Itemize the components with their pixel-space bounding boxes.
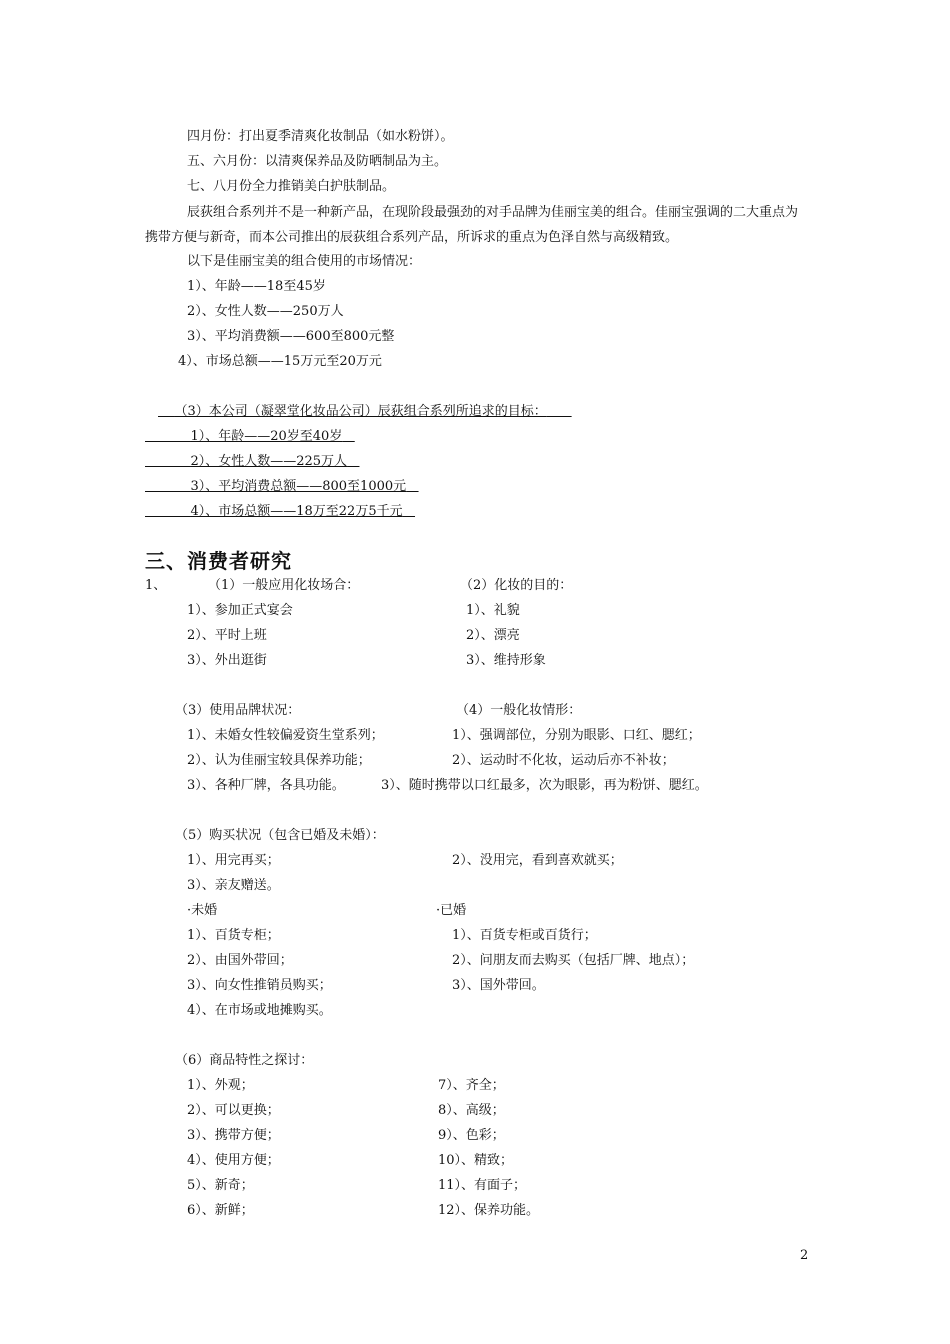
purchase-title: （5）购买状况（包含已婚及未婚）： bbox=[175, 828, 385, 843]
goal-title: （3）本公司（凝翠堂化妆品公司）辰荻组合系列所追求的目标： bbox=[174, 404, 547, 419]
unmarried-item: 4）、在市场或地摊购买。 bbox=[187, 1003, 332, 1018]
feature-item: 5）、新奇； bbox=[187, 1178, 254, 1193]
brand-item: 1）、未婚女性较偏爱资生堂系列； bbox=[187, 728, 384, 743]
feature-item: 12）、保养功能。 bbox=[438, 1203, 540, 1218]
feature-item: 11）、有面子； bbox=[438, 1178, 527, 1193]
text-line-may-june: 五、六月份：以清爽保养品及防晒制品为主。 bbox=[187, 154, 448, 169]
feature-item: 3）、携带方便； bbox=[187, 1128, 280, 1143]
feature-item: 9）、色彩； bbox=[438, 1128, 505, 1143]
page-number: 2 bbox=[800, 1248, 809, 1263]
purpose-item: 3）、维持形象 bbox=[466, 653, 546, 668]
feature-item: 6）、新鲜； bbox=[187, 1203, 254, 1218]
unmarried-label: ·未婚 bbox=[187, 903, 218, 918]
purpose-title: （2）化妆的目的： bbox=[460, 578, 573, 593]
occasion-item: 1）、参加正式宴会 bbox=[187, 603, 293, 618]
makeup-title: （4）一般化妆情形： bbox=[456, 703, 582, 718]
feature-item: 10）、精致； bbox=[438, 1153, 514, 1168]
unmarried-item: 1）、百货专柜； bbox=[187, 928, 280, 943]
market-item: 1）、年龄——18至45岁 bbox=[187, 279, 326, 294]
feature-item: 4）、使用方便； bbox=[187, 1153, 280, 1168]
competitor-paragraph: 辰荻组合系列并不是一种新产品，在现阶段最强劲的对手品牌为佳丽宝美的组合。佳丽宝强调的二大重点为携带方便与新奇，而本公司推出的辰荻组合系列产品，所诉求的重点为色泽自然与高级精致。 bbox=[145, 205, 799, 245]
purpose-item: 1）、礼貌 bbox=[466, 603, 520, 618]
goal-item: 2）、女性人数——225万人 bbox=[190, 454, 348, 469]
feature-item: 2）、可以更换； bbox=[187, 1103, 280, 1118]
feature-item: 8）、高级； bbox=[438, 1103, 505, 1118]
occasion-title: （1）一般应用化妆场合： bbox=[208, 578, 360, 593]
text-line-april: 四月份：打出夏季清爽化妆制品（如水粉饼）。 bbox=[187, 129, 454, 144]
purchase-item: 2）、没用完，看到喜欢就买； bbox=[452, 853, 623, 868]
married-item: 1）、百货专柜或百货行； bbox=[452, 928, 597, 943]
goal-item: 4）、市场总额——18万至22万5千元 bbox=[190, 504, 403, 519]
purchase-item: 1）、用完再买； bbox=[187, 853, 280, 868]
brand-item: 2）、认为佳丽宝较具保养功能； bbox=[187, 753, 371, 768]
text-line-july-aug: 七、八月份全力推销美白护肤制品。 bbox=[187, 179, 396, 194]
unmarried-item: 3）、向女性推销员购买； bbox=[187, 978, 332, 993]
market-intro: 以下是佳丽宝美的组合使用的市场情况： bbox=[187, 254, 422, 269]
makeup-item: 3）、随时携带以口红最多，次为眼影，再为粉饼、腮红。 bbox=[381, 778, 708, 793]
purpose-item: 2）、漂亮 bbox=[466, 628, 520, 643]
occasion-item: 2）、平时上班 bbox=[187, 628, 267, 643]
market-item: 3）、平均消费额——600至800元整 bbox=[187, 329, 395, 344]
occasion-item: 3）、外出逛街 bbox=[187, 653, 267, 668]
brand-title: （3）使用品牌状况： bbox=[175, 703, 301, 718]
section-heading: 三、消费者研究 bbox=[145, 549, 292, 573]
married-item: 2）、问朋友而去购买（包括厂牌、地点）； bbox=[452, 953, 695, 968]
feature-item: 1）、外观； bbox=[187, 1078, 254, 1093]
makeup-item: 2）、运动时不化妆，运动后亦不补妆； bbox=[452, 753, 675, 768]
brand-item: 3）、各种厂牌，各具功能。 bbox=[187, 778, 345, 793]
market-item: 2）、女性人数——250万人 bbox=[187, 304, 344, 319]
makeup-item: 1）、强调部位，分别为眼影、口红、腮红； bbox=[452, 728, 701, 743]
unmarried-item: 2）、由国外带回； bbox=[187, 953, 293, 968]
married-label: ·已婚 bbox=[436, 903, 467, 918]
feature-item: 7）、齐全； bbox=[438, 1078, 505, 1093]
market-item: 4）、市场总额——15万元至20万元 bbox=[178, 354, 382, 369]
section-number: 1、 bbox=[145, 578, 167, 593]
purchase-item: 3）、亲友赠送。 bbox=[187, 878, 280, 893]
goal-item: 1）、年龄——20岁至40岁 bbox=[190, 429, 343, 444]
goal-item: 3）、平均消费总额——800至1000元 bbox=[190, 479, 407, 494]
married-item: 3）、国外带回。 bbox=[452, 978, 545, 993]
features-title: （6）商品特性之探讨： bbox=[175, 1053, 314, 1068]
